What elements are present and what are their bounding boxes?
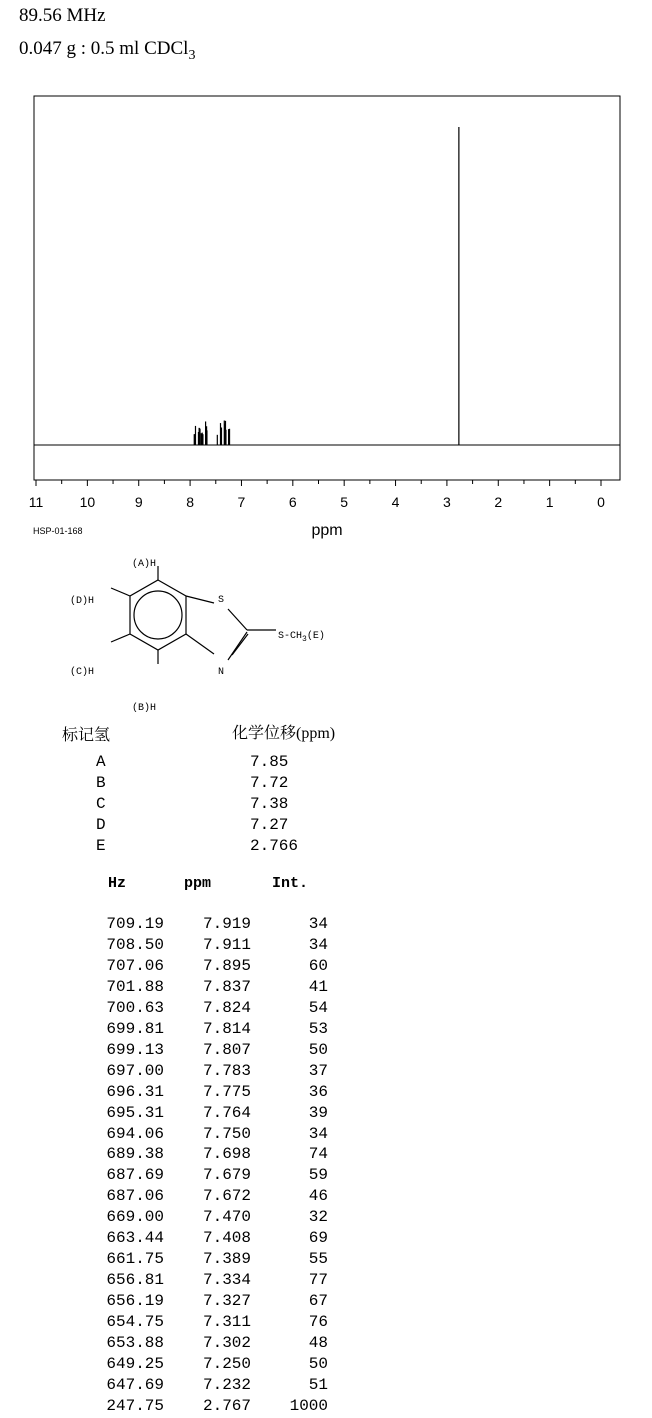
structure-bonds — [111, 566, 276, 664]
peak-hz-cell: 669.00 — [106, 1208, 164, 1227]
assignment-shift: 7.72 — [250, 774, 289, 792]
x-tick-label: 2 — [494, 494, 503, 510]
peak-ppm-cell: 7.895 — [202, 956, 251, 975]
peak-hz-cell: 687.69 — [106, 1166, 164, 1185]
x-tick-label: 0 — [597, 494, 605, 510]
peak-int-cell: 34 — [308, 915, 328, 933]
peak-row — [0, 1125, 360, 1146]
peak-hz-cell: 708.50 — [106, 935, 164, 954]
peak-int-cell: 34 — [308, 1124, 328, 1143]
peak-ppm-cell: 7.807 — [202, 1040, 251, 1059]
peak-ppm-cell: 7.783 — [202, 1061, 251, 1080]
assignment-label: D — [96, 816, 106, 834]
peak-row — [0, 1208, 360, 1229]
assignment-shift: 2.766 — [250, 837, 299, 855]
assignment-row — [0, 795, 400, 816]
peak-hz-cell: 694.06 — [106, 1124, 164, 1143]
x-tick-label: 9 — [134, 494, 143, 510]
peak-ppm-cell: 7.311 — [202, 1313, 251, 1332]
x-axis-ticks — [29, 480, 605, 510]
peak-hz-cell: 647.69 — [106, 1375, 164, 1394]
label-h-b: (B)H — [132, 703, 157, 714]
peak-ppm-cell: 2.767 — [202, 1396, 251, 1415]
peak-ppm-cell: 7.911 — [202, 935, 251, 954]
peak-ppm-cell: 7.679 — [202, 1166, 251, 1185]
peak-header-ppm: ppm — [184, 875, 212, 892]
peak-hz-cell: 661.75 — [106, 1250, 164, 1269]
peak-row — [0, 1166, 360, 1187]
x-tick-label: 11 — [28, 494, 44, 510]
sample-id: HSP-01-168 — [33, 526, 83, 536]
peak-int-cell: 54 — [308, 998, 328, 1017]
x-tick-label: 4 — [391, 494, 400, 510]
label-sulfur: S — [218, 595, 225, 606]
peak-int-cell: 41 — [308, 977, 328, 996]
peak-row — [0, 957, 360, 978]
peak-hz-cell: 247.75 — [106, 1396, 164, 1415]
peak-int-cell: 1000 — [289, 1396, 328, 1415]
assignment-label: A — [96, 753, 106, 771]
peak-ppm-cell: 7.334 — [202, 1271, 251, 1290]
peak-ppm-cell: 7.824 — [202, 998, 251, 1017]
peak-hz-cell: 656.19 — [106, 1292, 164, 1311]
peak-row — [0, 1187, 360, 1208]
assignment-row — [0, 753, 400, 774]
assignment-shift: 7.85 — [250, 753, 289, 771]
peak-ppm-cell: 7.775 — [202, 1082, 251, 1101]
peak-hz-cell: 699.81 — [106, 1019, 164, 1038]
peak-int-cell: 55 — [308, 1250, 328, 1269]
peak-header-hz: Hz — [108, 875, 127, 892]
peak-ppm-cell: 7.698 — [202, 1145, 251, 1164]
assignment-row — [0, 837, 400, 858]
chemical-structure — [0, 550, 380, 720]
peak-int-cell: 76 — [308, 1313, 328, 1332]
assignment-label: E — [96, 837, 106, 855]
peak-ppm-cell: 7.837 — [202, 977, 251, 996]
label-h-d: (D)H — [70, 596, 95, 607]
peak-int-cell: 69 — [308, 1229, 328, 1248]
peak-hz-cell: 709.19 — [106, 915, 164, 933]
sample-subscript: 3 — [188, 47, 196, 63]
peak-int-cell: 51 — [308, 1375, 328, 1394]
peak-ppm-cell: 7.814 — [202, 1019, 251, 1038]
peak-hz-cell: 701.88 — [106, 977, 164, 996]
peak-row — [0, 915, 360, 936]
peak-hz-cell: 700.63 — [106, 998, 164, 1017]
label-methylthio: $S-CH_3(E)$ — [278, 631, 325, 644]
peak-hz-cell: 656.81 — [106, 1271, 164, 1290]
peak-int-cell: 67 — [308, 1292, 328, 1311]
x-tick-label: 8 — [186, 494, 194, 510]
label-nitrogen: N — [218, 667, 225, 678]
peak-row — [0, 1334, 360, 1355]
peak-hz-cell: 649.25 — [106, 1354, 164, 1373]
peak-ppm-cell: 7.250 — [202, 1354, 251, 1373]
peak-ppm-cell: 7.470 — [202, 1208, 251, 1227]
nmr-spectrum-chart — [0, 0, 652, 545]
label-h-c: (C)H — [70, 667, 95, 678]
peak-hz-cell: 707.06 — [106, 956, 164, 975]
assignment-label: B — [96, 774, 106, 792]
peak-row — [0, 1313, 360, 1334]
peak-ppm-cell: 7.327 — [202, 1292, 251, 1311]
peak-int-cell: 50 — [308, 1040, 328, 1059]
assignment-header-shift: 化学位移(ppm) — [232, 725, 336, 742]
peak-int-cell: 32 — [308, 1208, 328, 1227]
peak-hz-cell: 654.75 — [106, 1313, 164, 1332]
peak-row — [0, 936, 360, 957]
peak-hz-cell: 653.88 — [106, 1334, 164, 1352]
peak-row — [0, 1104, 360, 1125]
peak-row — [0, 978, 360, 999]
peak-ppm-cell: 7.232 — [202, 1375, 251, 1394]
peak-hz-cell: 695.31 — [106, 1103, 164, 1122]
peak-row — [0, 1062, 360, 1083]
peak-hz-cell: 699.13 — [106, 1040, 164, 1059]
peak-int-cell: 36 — [308, 1082, 328, 1101]
peak-int-cell: 53 — [308, 1019, 328, 1038]
peak-row — [0, 1020, 360, 1041]
peak-row — [0, 1355, 360, 1376]
x-tick-label: 1 — [545, 494, 554, 510]
peak-row — [0, 1083, 360, 1104]
peak-ppm-cell: 7.389 — [202, 1250, 251, 1269]
assignment-row — [0, 816, 400, 837]
peak-header-int: Int. — [272, 875, 309, 892]
x-tick-label: 6 — [288, 494, 297, 510]
peak-int-cell: 50 — [308, 1354, 328, 1373]
peak-ppm-cell: 7.764 — [202, 1103, 251, 1122]
peak-int-cell: 39 — [308, 1103, 328, 1122]
peak-row — [0, 999, 360, 1020]
peak-ppm-cell: 7.302 — [202, 1334, 251, 1352]
peak-int-cell: 59 — [308, 1166, 328, 1185]
peak-row — [0, 1041, 360, 1062]
peak-ppm-cell: 7.750 — [202, 1124, 251, 1143]
peak-int-cell: 34 — [308, 935, 328, 954]
plot-frame — [34, 96, 620, 480]
peak-int-cell: 48 — [308, 1334, 328, 1352]
peak-ppm-cell: 7.919 — [202, 915, 251, 933]
peak-hz-cell: 663.44 — [106, 1229, 164, 1248]
x-tick-label: 7 — [237, 494, 246, 510]
label-h-a: (A)H — [132, 559, 157, 570]
x-axis-label: ppm — [311, 522, 343, 539]
x-tick-label: 3 — [443, 494, 451, 510]
peak-int-cell: 60 — [308, 956, 328, 975]
assignment-header-label: 标记氢 — [62, 727, 111, 744]
peak-ppm-cell: 7.672 — [202, 1187, 251, 1206]
x-tick-label: 10 — [79, 494, 96, 510]
peak-hz-cell: 689.38 — [106, 1145, 164, 1164]
peak-int-cell: 46 — [308, 1187, 328, 1206]
peak-int-cell: 77 — [308, 1271, 328, 1290]
x-tick-label: 5 — [340, 494, 349, 510]
peak-int-cell: 74 — [308, 1145, 328, 1164]
assignment-row — [0, 774, 400, 795]
spectrometer-frequency: 89.56 MHz — [19, 5, 106, 26]
assignment-shift: 7.38 — [250, 795, 289, 813]
peak-row — [0, 1397, 360, 1418]
peak-row — [0, 1229, 360, 1250]
peak-row — [0, 1271, 360, 1292]
peak-hz-cell: 697.00 — [106, 1061, 164, 1080]
assignment-label: C — [96, 795, 106, 813]
peak-hz-cell: 696.31 — [106, 1082, 164, 1101]
assignment-shift: 7.27 — [250, 816, 289, 834]
peak-int-cell: 37 — [308, 1061, 328, 1080]
peak-row — [0, 1376, 360, 1397]
peak-ppm-cell: 7.408 — [202, 1229, 251, 1248]
peak-row — [0, 1250, 360, 1271]
sample-main-text: 0.047 g : 0.5 ml CDCl — [19, 38, 189, 59]
peak-row — [0, 1145, 360, 1166]
spectrum-peaks — [194, 127, 459, 445]
peak-hz-cell: 687.06 — [106, 1187, 164, 1206]
peak-row — [0, 1292, 360, 1313]
